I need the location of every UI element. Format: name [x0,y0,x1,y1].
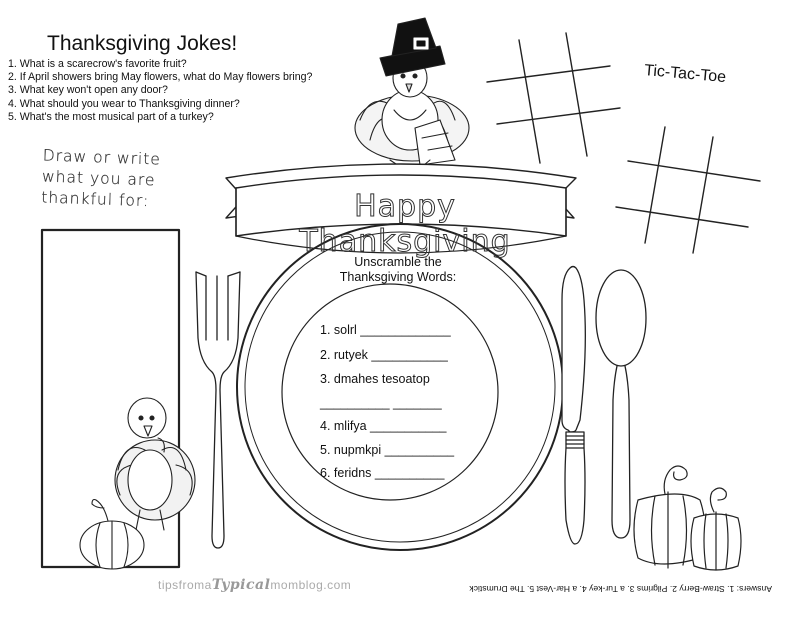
joke-item: 3. What key won't open any door? [8,84,168,97]
jokes-list [8,58,312,124]
unscramble-word[interactable]: 5. nupmkpi __________ [320,443,455,457]
joke-item: 1. What is a scarecrow's favorite fruit? [8,58,187,70]
credit-prefix: tipsfroma [158,578,212,592]
banner-text: Happy Thanksgiving [299,189,511,259]
answers-upside-down: Answers: 1. Straw-Berry 2. Pilgrims 3. a Tur-key 4. a Har-Vest 5. The Drumstick [469,584,772,594]
credit-brand: Typical [211,577,271,593]
joke-item: 5. What's the most musical part of a turkey? [8,110,214,123]
turkey-icon [115,398,195,530]
tictactoe-label: Tic-Tac-Toe [643,62,727,87]
unscramble-answer-line[interactable]: __________ _______ [320,396,442,410]
thankful-line: what you are [41,167,156,190]
unscramble-word[interactable]: 2. rutyek ___________ [320,348,448,362]
thankful-prompt [41,145,193,213]
site-credit [158,577,351,593]
unscramble-title-line: Unscramble the [354,255,442,269]
unscramble-title-line: Thanksgiving Words: [339,270,457,284]
jokes-title: Thanksgiving Jokes! [47,32,238,55]
knife-icon [562,267,585,545]
unscramble-word[interactable]: 6. feridns __________ [320,466,445,480]
unscramble-word[interactable]: 1. solrl _____________ [320,323,451,337]
credit-suffix: momblog.com [270,578,352,592]
spoon-icon [596,270,646,538]
turkey-pilgrim-icon [355,18,469,170]
unscramble-word: 3. dmahes tesoatop [320,372,430,386]
thankful-line: thankful for: [41,188,150,211]
thankful-line: Draw or write [42,146,162,169]
unscramble-title [313,255,483,285]
pumpkins-icon [634,466,741,570]
tictactoe-grid-1[interactable] [487,33,620,163]
unscramble-word[interactable]: 4. mlifya ___________ [320,419,447,433]
joke-item: 2. If April showers bring May flowers, what do May flowers bring? [8,71,313,84]
tictactoe-grid-2[interactable] [616,127,760,253]
fork-icon [196,272,240,548]
joke-item: 4. What should you wear to Thanksgiving dinner? [8,97,240,110]
